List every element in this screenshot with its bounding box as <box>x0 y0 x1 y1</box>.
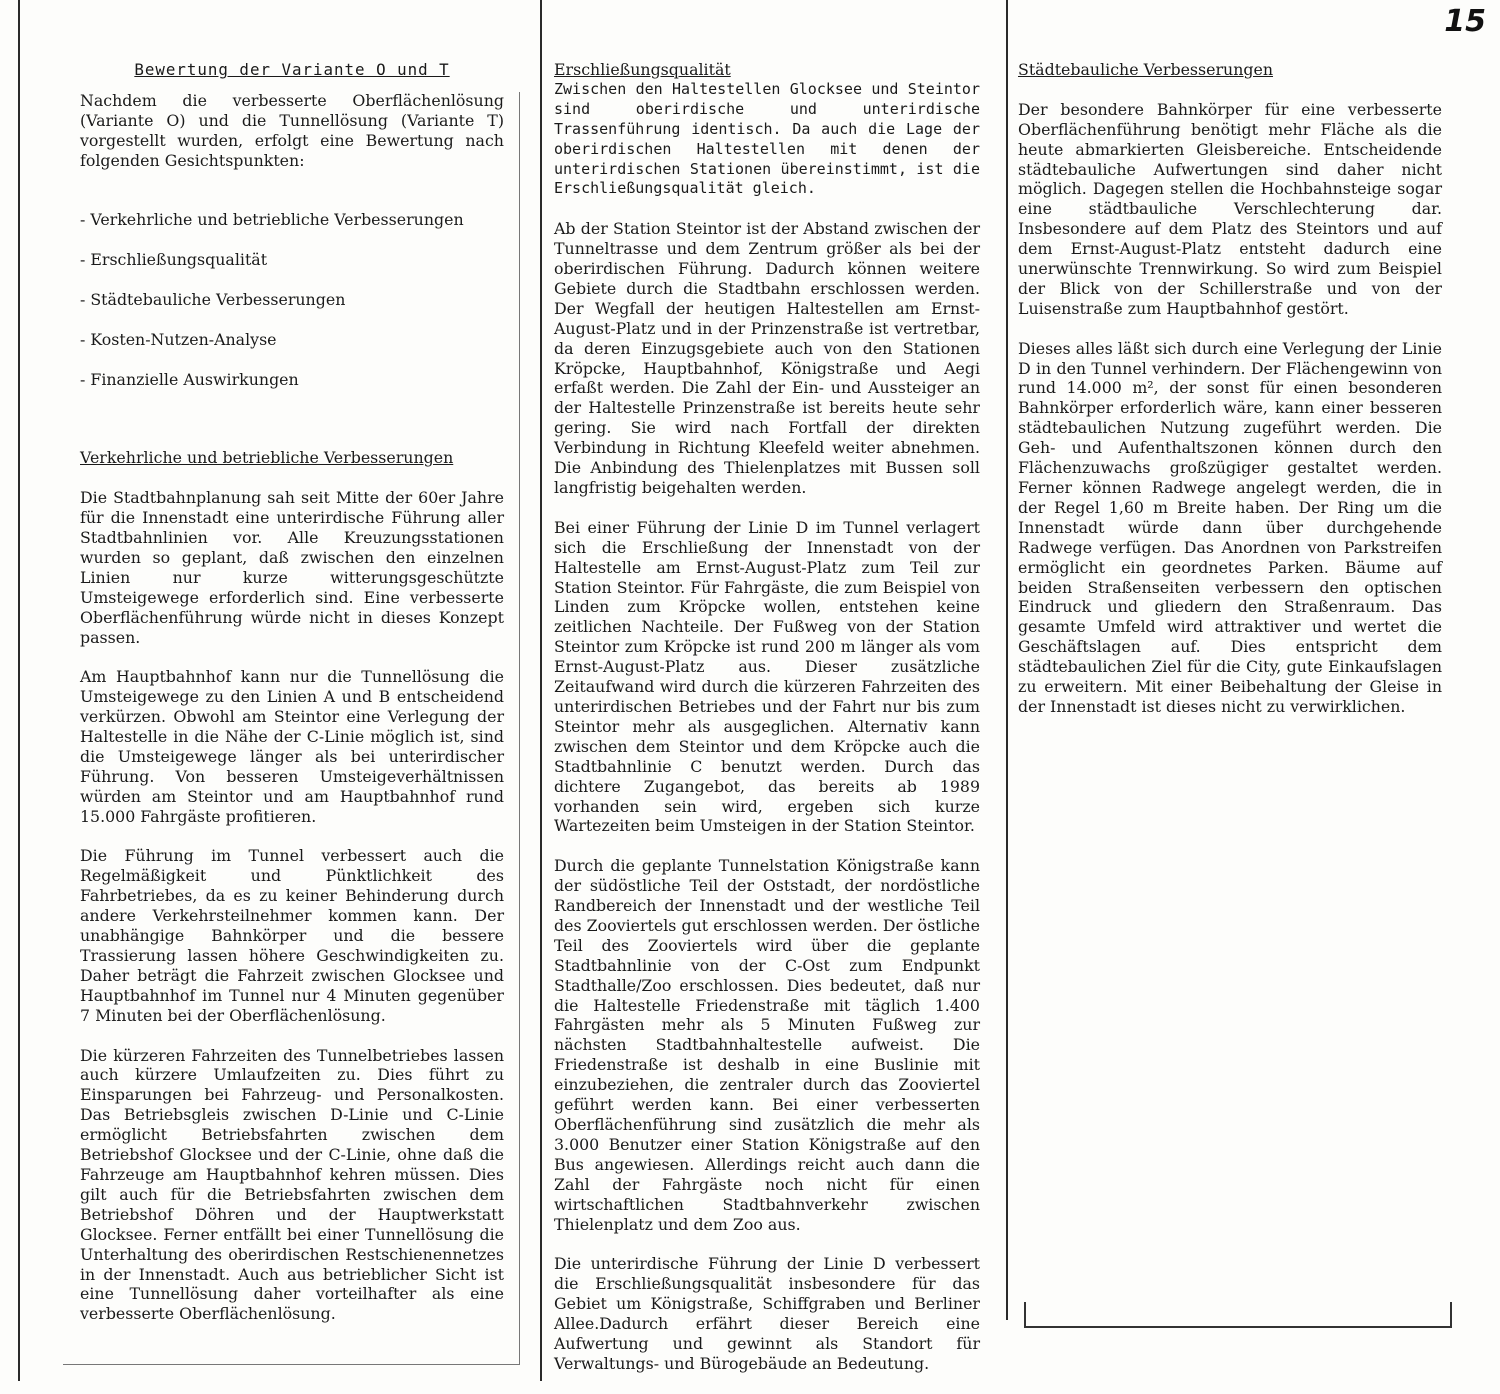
column-divider-1 <box>540 0 542 1381</box>
body-paragraph: Die Führung im Tunnel verbessert auch die Regelmäßigkeit und Pünktlichkeit des Fahrbetriebes, da es zu keiner Behinderung durch andere Verkehrsteilnehmer kommen kann. Der unabhängige Bahnkörper und die bessere Trassierung lassen höhere Geschwindigkeiten zu. Daher beträgt die Fahrzeit zwischen Glocksee und Hauptbahnhof im Tunnel nur 4 Minuten gegenüber 7 Minuten bei der Oberflächenlösung. <box>80 846 504 1025</box>
page-number: 15 <box>1444 4 1486 39</box>
column-3-end-bracket <box>1024 1302 1452 1328</box>
criteria-item: - Finanzielle Auswirkungen <box>80 370 504 390</box>
body-paragraph: Dieses alles läßt sich durch eine Verlegung der Linie D in den Tunnel verhindern. Der Flächengewinn von rund 14.000 m², der sonst für einen besonderen Bahnkörper erforderlich wäre, kann einer besseren städtebaulichen Nutzung zugeführt werden. Die Geh- und Aufenthaltszonen können durch den Flächenzuwachs großzügiger gestaltet werden. Ferner können Radwege angelegt werden, die in der Regel 1,60 m Breite haben. Der Ring um die Innenstadt würde dann über durchgehende Radwege verfügen. Das Anordnen von Parkstreifen ermöglicht ein geordnetes Parken. Bäume auf beiden Straßenseiten verbessern den optischen Eindruck und gliedern den Straßenraum. Das gesamte Umfeld wird attraktiver und wertet die Geschäftslagen auf. Dies entspricht dem städtebaulichen Ziel für die City, gute Einkaufslagen zu erweitern. Mit einer Beibehaltung der Gleise in der Innenstadt ist dieses nicht zu verwirklichen. <box>1018 338 1442 716</box>
intro-paragraph: Nachdem die verbesserte Oberflächenlösung (Variante O) und die Tunnellösung (Variante T) vorgestellt wurden, erfolgt eine Bewertung nach folgenden Gesichtspunkten: <box>80 90 504 170</box>
body-paragraph: Durch die geplante Tunnelstation Königstraße kann der südöstliche Teil der Oststadt, der nordöstliche Randbereich der Innenstadt und der westliche Teil des Zooviertels gut erschlossen werden. Der östliche Teil des Zooviertels wird über die geplante Stadtbahnlinie von der C-Ost zum Endpunkt Stadthalle/Zoo erschlossen. Dies bedeutet, daß nur die Haltestelle Friedenstraße mit täglich 1.400 Fahrgästen mehr als 5 Minuten Fußweg zur nächsten Stadtbahnhaltestelle aufweist. Die Friedenstraße ist deshalb in eine Buslinie mit einzubeziehen, die zentraler durch das Zooviertel geführt werden kann. Bei einer verbesserten Oberflächenführung sind zusätzlich die mehr als 3.000 Benutzer einer Station Königstraße auf den Bus angewiesen. Allerdings reicht auch dann die Zahl der Fahrgäste noch nicht für einen wirtschaftlichen Stadtbahnverkehr zwischen Thielenplatz und dem Zoo aus. <box>554 856 980 1234</box>
body-paragraph: Der besondere Bahnkörper für eine verbesserte Oberflächenführung benötigt mehr Fläche als die heute abmarkierten Gleisbereiche. Entscheidende städtebauliche Aufwertungen sind daher nicht möglich. Dagegen stellen die Hochbahnsteige sogar eine städtbauliche Verschlechterung dar. Insbesondere auf dem Platz des Steintors und auf dem Ernst-August-Platz entsteht dadurch eine unerwünschte Trennwirkung. So wird zum Beispiel der Blick von der Schillerstraße und von der Luisenstraße zum Hauptbahnhof gestört. <box>1018 99 1442 318</box>
body-paragraph: Zwischen den Haltestellen Glocksee und Steintor sind oberirdische und unterirdische Trassenführung identisch. Da auch die Lage der oberirdischen Haltestellen mit denen der unterirdischen Stationen übereinstimmt, ist die Erschließungsqualität gleich. <box>554 79 980 198</box>
body-paragraph: Am Hauptbahnhof kann nur die Tunnellösung die Umsteigewege zu den Linien A und B entscheidend verkürzen. Obwohl am Steintor eine Verlegung der Haltestelle in die Nähe der C-Linie möglich ist, sind die Umsteigewege länger als bei unterirdischer Führung. Von besseren Umsteigeverhältnissen würden am Steintor und am Hauptbahnhof rund 15.000 Fahrgäste profitieren. <box>80 667 504 826</box>
section-heading-accessibility: Erschließungsqualität <box>554 60 731 79</box>
body-paragraph: Die unterirdische Führung der Linie D verbessert die Erschließungsqualität insbesondere für das Gebiet um Königstraße, Schiffgraben und Berliner Allee.Dadurch erfährt dieser Bereich eine Aufwertung und gewinnt als Standort für Verwaltungs- und Bürogebäude an Bedeutung. <box>554 1254 980 1373</box>
evaluation-criteria-list <box>80 210 504 389</box>
column-divider-2 <box>1006 0 1008 1320</box>
body-paragraph: Die Stadtbahnplanung sah seit Mitte der 60er Jahre für die Innenstadt eine unterirdische Führung aller Stadtbahnlinien vor. Alle Kreuzungsstationen wurden so geplant, daß zwischen den einzelnen Linien nur kurze witterungsgeschützte Umsteigewege erforderlich sind. Eine verbesserte Oberflächenführung würde nicht in dieses Konzept passen. <box>80 488 504 647</box>
column-1 <box>80 60 504 1344</box>
criteria-item: - Verkehrliche und betriebliche Verbesserungen <box>80 210 504 230</box>
body-paragraph: Ab der Station Steintor ist der Abstand zwischen der Tunneltrasse und dem Zentrum größer als bei der oberirdischen Führung. Dadurch können weitere Gebiete durch die Stadtbahn erschlossen werden. Der Wegfall der heutigen Haltestellen am Ernst-August-Platz und in der Prinzenstraße ist vertretbar, da deren Einzugsgebiete auch von den Stationen Kröpcke, Hauptbahnhof, Königstraße und Aegi erfaßt werden. Die Zahl der Ein- und Aussteiger an der Haltestelle Prinzenstraße ist bereits heute sehr gering. Sie wird nach Fortfall der direkten Verbindung in Richtung Kleefeld weiter abnehmen. Die Anbindung des Thielenplatzes mit Bussen soll langfristig beigehalten werden. <box>554 219 980 498</box>
section-heading-urban: Städtebauliche Verbesserungen <box>1018 60 1274 79</box>
criteria-item: - Erschließungsqualität <box>80 250 504 270</box>
evaluation-title: Bewertung der Variante O und T <box>134 60 450 79</box>
body-paragraph: Bei einer Führung der Linie D im Tunnel verlagert sich die Erschließung der Innenstadt von der Haltestelle am Ernst-August-Platz zum Teil zur Station Steintor. Für Fahrgäste, die zum Beispiel von Linden zum Kröpcke wollen, entstehen keine zeitlichen Nachteile. Der Fußweg von der Station Steintor zum Kröpcke ist rund 200 m länger als vom Ernst-August-Platz aus. Dieser zusätzliche Zeitaufwand wird durch die kürzeren Fahrzeiten des unterirdischen Betriebes und der Fahrt nur bis zum Steintor mehr als ausgeglichen. Alternativ kann zwischen dem Steintor und dem Kröpcke auch die Stadtbahnlinie C benutzt werden. Durch das dichtere Zugangebot, das bereits ab 1989 vorhanden sein wird, ergeben sich kurze Wartezeiten beim Umsteigen in der Station Steintor. <box>554 517 980 836</box>
left-margin-rule <box>18 0 20 1381</box>
body-paragraph: Die kürzeren Fahrzeiten des Tunnelbetriebes lassen auch kürzere Umlaufzeiten zu. Dies führt zu Einsparungen bei Fahrzeug- und Personalkosten. Das Betriebsgleis zwischen D-Linie und C-Linie ermöglicht Betriebsfahrten zwischen dem Betriebshof Glocksee und der C-Linie, ohne daß die Fahrzeuge am Hauptbahnhof kehren müssen. Dies gilt auch für die Betriebsfahrten zwischen dem Betriebshof Döhren und der Hauptwerkstatt Glocksee. Ferner entfällt bei einer Tunnellösung die Unterhaltung des oberirdischen Restschienennetzes in der Innenstadt. Auch aus betrieblicher Sicht ist eine Tunnellösung daher vorteilhafter als eine verbesserte Oberflächenlösung. <box>80 1045 504 1324</box>
section-heading-traffic: Verkehrliche und betriebliche Verbesserungen <box>80 448 454 468</box>
criteria-item: - Städtebauliche Verbesserungen <box>80 290 504 310</box>
criteria-item: - Kosten-Nutzen-Analyse <box>80 330 504 350</box>
column-3 <box>1018 60 1442 737</box>
column-2 <box>554 60 980 1394</box>
